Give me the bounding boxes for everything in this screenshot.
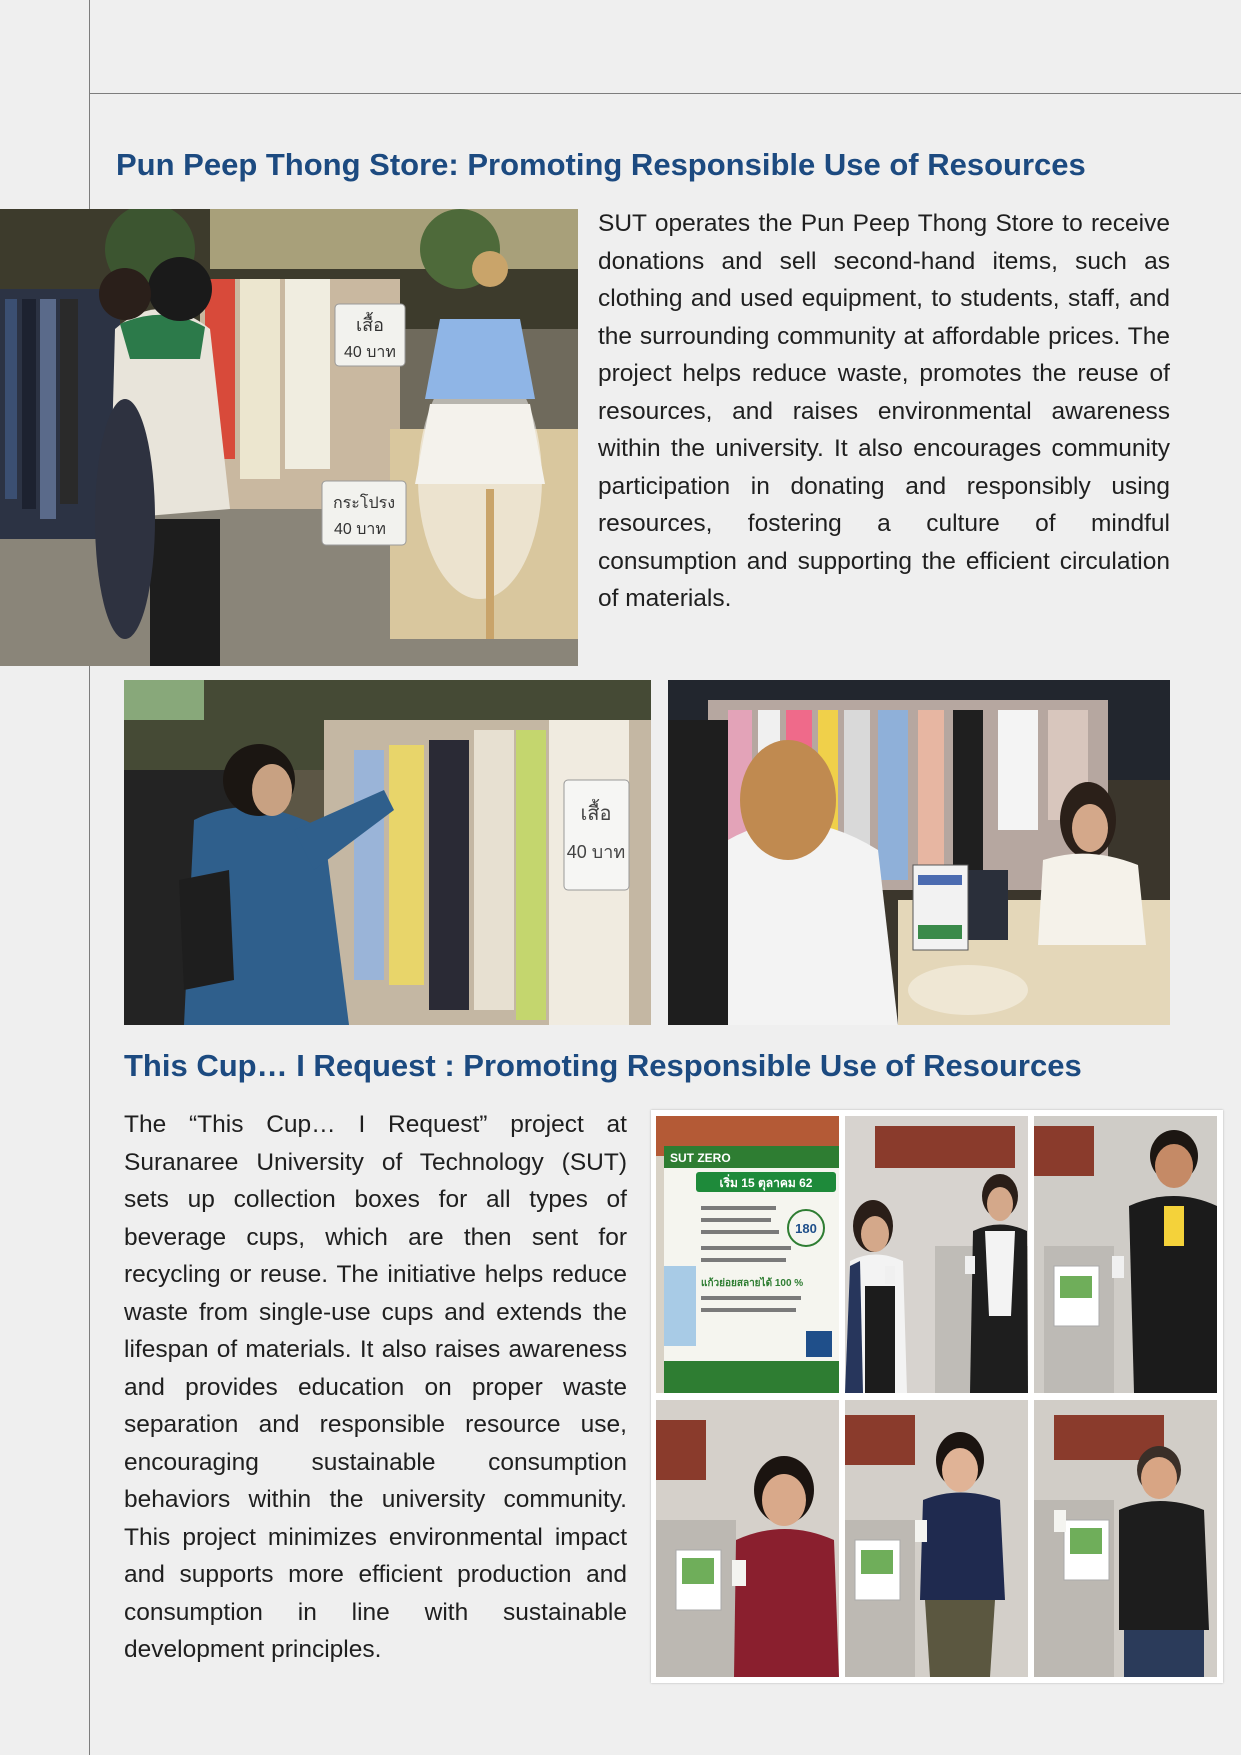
collage-student-red-shirt bbox=[656, 1400, 839, 1677]
sign-shirt-label: เสื้อ bbox=[356, 315, 384, 335]
poster-badge: 180 bbox=[795, 1221, 817, 1236]
sign-shirt-price: 40 บาท bbox=[344, 344, 396, 361]
collage-two-students bbox=[845, 1116, 1028, 1393]
sign-skirt-price: 40 บาท bbox=[334, 521, 386, 538]
section-title-this-cup: This Cup… I Request : Promoting Responsible Use of Resources bbox=[124, 1048, 1082, 1083]
section-body-this-cup: The “This Cup… I Request” project at Suranaree University of Technology (SUT) sets up collection boxes for all types of beverage cups, which are then sent for recycling or reuse. The initiative helps reduce waste from single-use cups and extends the lifespan of materials. It also raises awareness and provides education on proper waste separation and responsible resource use, encouraging sustainable consumption behaviors within the university community. This project minimizes environmental impact and supports more efficient production and consumption in line with sustainable development principles. bbox=[124, 1111, 627, 1663]
poster-brand: SUT ZERO bbox=[670, 1151, 731, 1165]
photo-store-shoppers bbox=[0, 209, 578, 666]
sign-skirt-label: กระโปรง bbox=[332, 495, 396, 512]
sign-rack-shirt-label: เสื้อ bbox=[580, 803, 612, 825]
header-rule bbox=[89, 93, 1241, 94]
section-title-pun-peep-thong: Pun Peep Thong Store: Promoting Responsible Use of Resources bbox=[116, 147, 1086, 182]
poster-date: เริ่ม 15 ตุลาคม 62 bbox=[719, 1176, 813, 1190]
collage-poster bbox=[656, 1116, 839, 1393]
photo-woman-browsing-rack bbox=[124, 680, 651, 1025]
poster-percent: แก้วย่อยสลายได้ 100 % bbox=[701, 1278, 804, 1289]
collage-staff-man bbox=[1034, 1400, 1217, 1677]
photo-checkout-table bbox=[668, 680, 1170, 1025]
photo-collage-cup-project bbox=[651, 1110, 1223, 1683]
sign-rack-shirt-price: 40 บาท bbox=[566, 842, 626, 862]
section-body-pun-peep-thong: SUT operates the Pun Peep Thong Store to receive donations and sell second-hand items, such as clothing and used equipment, to students, staff, and the surrounding community at affordable prices. The project helps reduce waste, promotes the reuse of resources, and raises environmental awareness within the university. It also encourages community participation in donating and responsibly using resources, fostering a culture of mindful consumption and supporting the efficient circulation of materials. bbox=[598, 210, 1170, 612]
collage-student-man bbox=[1034, 1116, 1217, 1393]
collage-staff-woman bbox=[845, 1400, 1028, 1677]
